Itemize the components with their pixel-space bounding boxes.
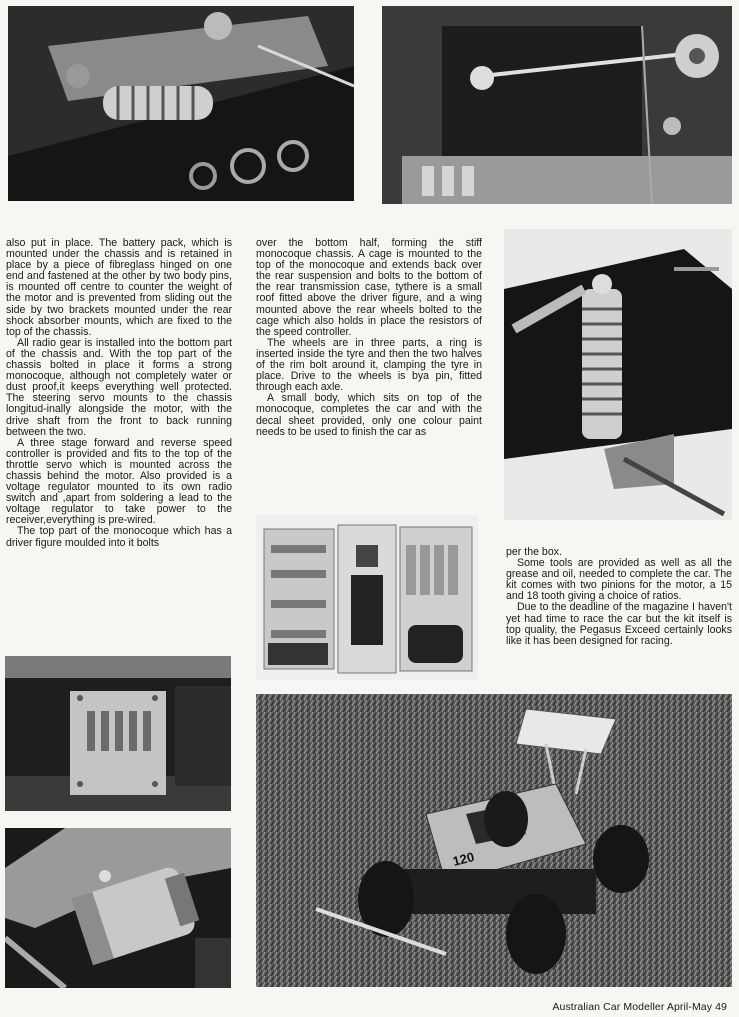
paragraph: over the bottom half, forming the stiff monocoque chassis. A cage is mounted to the top of the monocoque and extends back over the rear suspension and bolts to the bottom of the rear transmission case, tythere is a small roof fitted above the driver figure, and a wing mounted above the rear wheels bolted to the cage which also holds in place the resistors of the speed controller. xyxy=(256,237,482,338)
photo-servo-linkage xyxy=(382,6,732,204)
paragraph: The top part of the monocoque which has a driver figure moulded into it bolts xyxy=(6,525,232,549)
paragraph: A small body, which sits on top of the monocoque, completes the car and with the decal sheet provided, only one colour paint needs to be used to finish the car as xyxy=(256,392,482,438)
paragraph: A three stage forward and reverse speed controller is provided and fits to the top of the throttle servo which is mounted across the chassis behind the motor. Also provided is a voltage regulator mounted to its own radio switch and ,apart from soldering a lead to the voltage regulator to take power to the receiver,everything is pre-wired. xyxy=(6,436,232,527)
page-folio: Australian Car Modeller April-May 49 xyxy=(552,1001,727,1013)
paragraph: Some tools are provided as well as all the grease and oil, needed to complete the car. The kit comes with two pinions for the motor, a 15 and 18 tooth giving a choice of ratios. xyxy=(506,557,732,603)
photo-rear-shock xyxy=(504,229,732,520)
photo-speed-controller xyxy=(5,656,231,811)
article-column-2 xyxy=(256,238,482,438)
paragraph: Due to the deadline of the magazine I haven't yet had time to race the car but the kit itself is top quality, the Pegasus Exceed certainly looks like it has been designed for racing. xyxy=(506,601,732,647)
paragraph: The wheels are in three parts, a ring is inserted inside the tyre and then the two halves of the rim bolt around it, clamping the tyre in place. Drive to the wheels is bya pin, fitted through each axle. xyxy=(256,336,482,394)
paragraph: also put in place. The battery pack, which is mounted under the chassis and is retained in place by a piece of fibreglass hinged on one end and fastened at the other by two body pins, is mounted off centre to counter the weight of the motor and is prevented from sliding out the side by two brackets mounted under the rear shock absorber mounts, which are fixed to the top of the chassis. xyxy=(6,237,232,338)
photo-motor xyxy=(5,828,231,988)
paragraph: per the box. xyxy=(506,546,562,558)
article-column-3 xyxy=(506,547,732,647)
photo-finished-car-on-grass xyxy=(256,694,732,987)
car-number: 120 xyxy=(451,849,476,869)
photo-kit-contents xyxy=(256,515,478,680)
paragraph: All radio gear is installed into the bottom part of the chassis and. With the top part of the chassis bolted in place it forms a strong monocoque, although not completely water or dust proof,it keeps everything well protected. The steering servo mounts to the chassis longitud-inally alongside the motor, with the drive shaft from the front to back running between the two. xyxy=(6,336,232,438)
photo-front-suspension xyxy=(8,6,354,201)
article-column-1 xyxy=(6,238,232,549)
